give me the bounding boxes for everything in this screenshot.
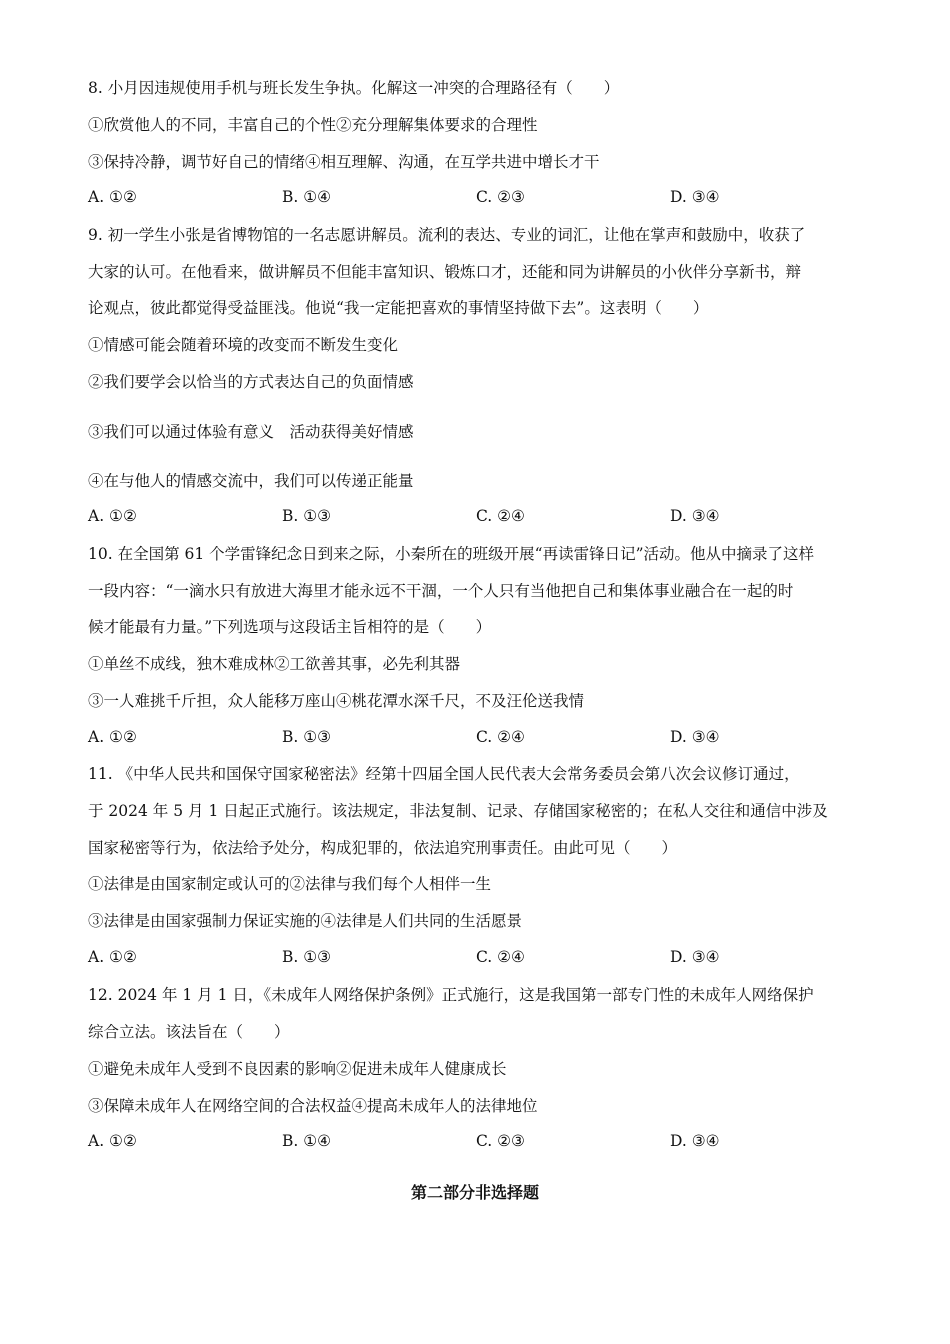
question-12-option-line-2: ③保障未成年人在网络空间的合法权益④提高未成年人的法律地位 xyxy=(88,1097,538,1115)
choice-c: C. ②③ xyxy=(476,1132,525,1150)
question-9-option-line-1: ①情感可能会随着环境的改变而不断发生变化 xyxy=(88,336,399,354)
question-10-stem-line-1: 10. 在全国第 61 个学雷锋纪念日到来之际，小秦所在的班级开展“再读雷锋日记”活动。他从中摘录了这样 xyxy=(88,545,815,563)
question-9-option-line-3: ③我们可以通过体验有意义 活动获得美好情感 xyxy=(88,423,414,441)
choice-a: A. ①② xyxy=(88,948,137,966)
choice-c: C. ②④ xyxy=(476,948,525,966)
question-11-option-line-2: ③法律是由国家强制力保证实施的④法律是人们共同的生活愿景 xyxy=(88,912,523,930)
choice-d: D. ③④ xyxy=(670,507,720,525)
choice-a: A. ①② xyxy=(88,507,137,525)
question-11-option-line-1: ①法律是由国家制定或认可的②法律与我们每个人相伴一生 xyxy=(88,875,492,893)
question-9-stem-line-2: 大家的认可。在他看来，做讲解员不但能丰富知识、锻炼口才，还能和同为讲解员的小伙伴分享新书，辩 xyxy=(88,263,802,281)
choice-b: B. ①③ xyxy=(282,948,332,966)
section-title: 第二部分非选择题 xyxy=(410,1183,539,1202)
choice-b: B. ①③ xyxy=(282,728,332,746)
choice-a: A. ①② xyxy=(88,728,137,746)
question-8-option-line-2: ③保持冷静，调节好自己的情绪④相互理解、沟通，在互学共进中增长才干 xyxy=(88,153,600,171)
choice-b: B. ①④ xyxy=(282,188,332,206)
question-10-stem-line-3: 候才能最有力量。”下列选项与这段话主旨相符的是（ ） xyxy=(88,618,492,636)
choice-d: D. ③④ xyxy=(670,188,720,206)
question-9-option-line-2: ②我们要学会以恰当的方式表达自己的负面情感 xyxy=(88,373,414,391)
choice-a: A. ①② xyxy=(88,1132,137,1150)
choice-c: C. ②④ xyxy=(476,728,525,746)
question-11-stem-line-1: 11. 《中华人民共和国保守国家秘密法》经第十四届全国人民代表大会常务委员会第八次会议修订通过， xyxy=(88,765,800,783)
choice-b: B. ①④ xyxy=(282,1132,332,1150)
question-12-stem-line-1: 12. 2024 年 1 月 1 日，《未成年人网络保护条例》正式施行，这是我国第一部专门性的未成年人网络保护 xyxy=(88,986,814,1004)
question-12-option-line-1: ①避免未成年人受到不良因素的影响②促进未成年人健康成长 xyxy=(88,1060,507,1078)
question-11-stem-line-2: 于 2024 年 5 月 1 日起正式施行。该法规定，非法复制、记录、存储国家秘密的；在私人交往和通信中涉及 xyxy=(88,802,828,820)
question-10-stem-line-2: 一段内容：“一滴水只有放进大海里才能永远不干涸，一个人只有当他把自己和集体事业融合在一起的时 xyxy=(88,582,794,600)
question-12-stem-line-2: 综合立法。该法旨在（ ） xyxy=(88,1023,290,1041)
question-10-option-line-1: ①单丝不成线，独木难成林②工欲善其事，必先利其器 xyxy=(88,655,461,673)
question-8-option-line-1: ①欣赏他人的不同，丰富自己的个性②充分理解集体要求的合理性 xyxy=(88,116,538,134)
choice-d: D. ③④ xyxy=(670,948,720,966)
choice-c: C. ②④ xyxy=(476,507,525,525)
question-11-stem-line-3: 国家秘密等行为，依法给予处分，构成犯罪的，依法追究刑事责任。由此可见（ ） xyxy=(88,839,678,857)
choice-d: D. ③④ xyxy=(670,728,720,746)
question-10-option-line-2: ③一人难挑千斤担，众人能移万座山④桃花潭水深千尺，不及汪伦送我情 xyxy=(88,692,585,710)
choice-c: C. ②③ xyxy=(476,188,525,206)
choice-d: D. ③④ xyxy=(670,1132,720,1150)
choice-a: A. ①② xyxy=(88,188,137,206)
question-8-stem-line-1: 8. 小月因违规使用手机与班长发生争执。化解这一冲突的合理路径有（ ） xyxy=(88,79,620,97)
question-9-option-line-4: ④在与他人的情感交流中，我们可以传递正能量 xyxy=(88,472,414,490)
question-9-stem-line-1: 9. 初一学生小张是省博物馆的一名志愿讲解员。流利的表达、专业的词汇，让他在掌声和鼓励中，收获了 xyxy=(88,226,806,244)
choice-b: B. ①③ xyxy=(282,507,332,525)
question-9-stem-line-3: 论观点，彼此都觉得受益匪浅。他说“我一定能把喜欢的事情坚持做下去”。这表明（ ） xyxy=(88,299,709,317)
